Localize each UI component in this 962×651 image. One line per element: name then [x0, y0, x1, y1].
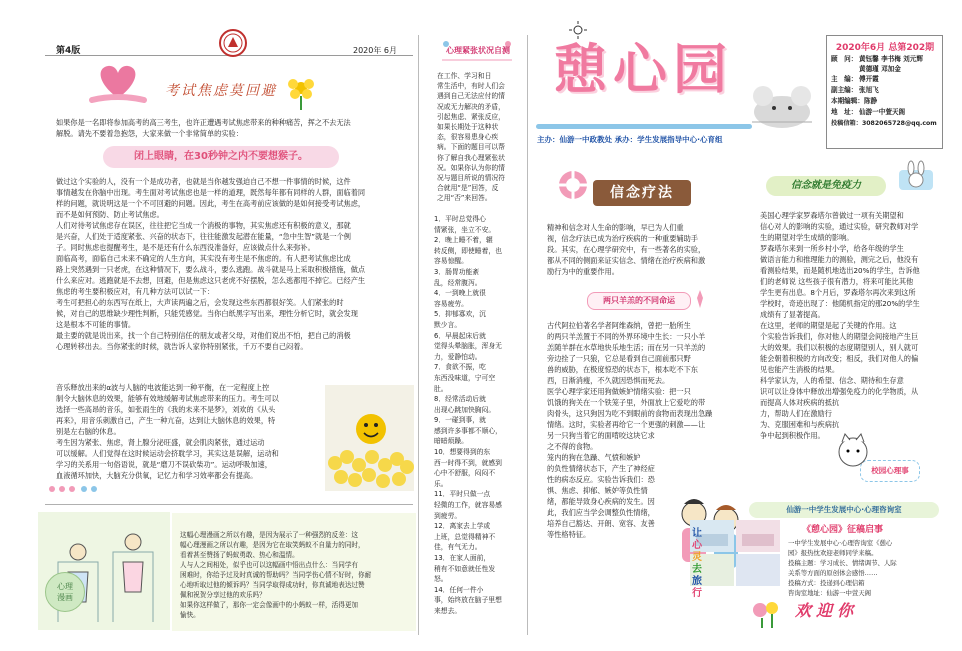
school-logo: [219, 29, 247, 57]
flower-corner-icon: [748, 596, 784, 628]
editors-list: [831, 55, 941, 129]
music-paragraphs: 音乐释放出来的α波与人脑的电波能达到一种平衡，在一定程度上控 制令大脑休息的效果，能够有效地缓解考试焦虑带来的压力。考生可以 选择一些高昂的音乐，如张雨生的《我的未来不是梦》，刘欢的《从头 再来》，用音乐刺激自己，产生一种亢奋，达到让大脑休息的效果，特 别是左右脑的休息。 考生因为紧张、焦虑，肾上腺分泌旺盛，就会肌肉紧张，通过运动 可以缓解。人们觉得在这时候运动会挤耽学习，其实这是误解，运动和 学习的关系用一句俗语说，就是“磨刀不误砍柴功”。运动呼吸加速， 血液循环加快，大脑充分供氧，记忆力和学习效率都会有提高。: [56, 383, 279, 480]
comic-badge-label: 心理 漫画: [57, 582, 73, 602]
editor-role: 副主编：: [831, 86, 858, 94]
heart-hand-icon: [88, 58, 148, 104]
faith-title-box: [766, 176, 886, 196]
cat-illustration: [833, 430, 873, 470]
body-paragraphs: 做过这个实验的人，没有一个是成功者，也就是当你越发强迫自己不想一件事情的时候，这件 事情越发在你脑中出现。考生面对考试焦虑也是一样的道理，既然每年都有同样的人群，面临着同 样的问题，就说明这是一个不可回避的问题。因此，考生在高考前应该做的是如何接受考试焦虑， 而不是如何预防、防止考试焦虑。 人们对待考试焦虑存在误区，往往把它当成一个消极的事物，其实焦虑还有积极的意义，那就 是兴奋，人们处于适度紧张、兴奋的状态下，往往能激发起潜在能量，“急中生智”就是一个例 子。同时焦虑也提醒考生，是不是还有什么东西没准备好，应该做点什么来弥补。 面临高考，面临自己未来不确定的人生方向，其实没有考生是不焦虑的。有人把考试焦虑比成 路上突然遇到一只老虎，在这种情况下，要么战斗，要么逃跑。战斗就是马上采取积极措施，做点 什么来应对。逃跑就是不去想，回避，但是焦虑这只老虎不好摆脱，怎么逃都甩不掉它。已经产生 焦虑的考生要积极应对，有几种方法可以试一下： 考生可把担心的东西写在纸上，大声读两遍之后，会发现这些东西都很好笑。人们紧张的时 候，对自己的思维缺少理性判断，只能凭感觉。当你白纸黑字写出来，理性分析它时，就会发现 这是根本不可能的事情。 最主要的就是说出来，找一个自己特别信任的朋友或者父母，对他们说出不怕，把自己的消极 心理转移出去。当你紧张的时候，就告诉人家你特别紧张，千万不要自己闷着。: [56, 177, 366, 351]
editor-row: [831, 74, 941, 85]
slogan-char: 旅: [692, 576, 702, 587]
editor-row: [831, 96, 941, 107]
slogan-char: 灵: [692, 552, 702, 563]
sheep-title: 两只羊羔的不同命运: [603, 296, 675, 305]
editor-row: [831, 107, 941, 118]
page-number: 第4版: [56, 46, 81, 56]
editor-role: 顾 问：: [831, 55, 858, 63]
editor-role: 地 址：: [831, 108, 858, 116]
call-title: 《憩心园》征稿启事: [802, 525, 884, 535]
editor-role: 投稿信箱：: [831, 120, 862, 127]
editor-name: 傅开霞: [859, 75, 879, 83]
masthead-underline: [536, 124, 752, 129]
column-divider-2: [527, 35, 528, 635]
article-title: 考试焦虑莫回避: [165, 83, 277, 99]
masthead-title: 憩心园: [553, 37, 733, 101]
test-intro: 在工作、学习和日 常生活中，有时人们会 遇到自己无法应付的情 况或无力解决的矛盾， 引起焦虑、紧张反应， 如果长期处于这种状 态，很容易患身心疾 病。下面的题目可以帮 你了解自我心理紧张状 况。如果你认为你的情 况与题目所说的情况符 合就用“是”回答，反 之用“否”来回答。: [437, 72, 505, 203]
test-items: 1．平时总觉得心 情紧张，坐立不安。 2．晚上睡不着，辗 转反侧，即使睡着，也 容易惊醒。 3．肠胃功能紊 乱，经常腹泻。 4．一到晚上就很 容易疲劳。 5．抑郁寡欢，沉 默少言。 6．早晨起床后就 觉得头晕脑胀，浑身无 力，爱静怕动。 7．食欲不振，吃 东西没味道，宁可空 肚。 8．经常活动后就 出现心跳加快胸闷。 9．一碰到事，就 感到许多事都不顺心， 暗暗烦躁。 10．想要得到的东 西一时得不到，就感到 心中不舒服，闷闷不 乐。 11．平时只做一点 轻微的工作，就容易感 到疲劳。 12．离家去上学或 上班，总觉得精神不 佳，有气无力。 13．在家人面前， 稍有不如意就任性发 怒。 14．任何一件小 事，始终放在脑子里想 来想去。: [434, 215, 502, 615]
editor-name: 陈静: [863, 97, 878, 105]
life-ring-icon: [556, 168, 590, 202]
welcome-text: 欢迎你: [795, 601, 859, 620]
belief-title: 信念疗法: [610, 185, 674, 201]
faith-title: 信念就是免疫力: [791, 180, 861, 191]
slogan-char: 心: [692, 540, 702, 551]
editor-row: [831, 55, 941, 74]
slogan-char: 去: [692, 564, 702, 575]
editor-name: 黄钰馨 李书梅 刘元辉 黄德瑾 邓加金: [859, 55, 923, 73]
belief-intro: 精神和信念对人生命的影响，早已为人们重 视，信念疗法已成为治疗疾病的一种重要辅助手 段。其实，在心理学研究中，有一些著名的实验， 都从不同的侧面来证实信念、情绪在治疗疾病和激 励行为中的重要作用。: [547, 223, 706, 276]
bunny-icon: [897, 160, 935, 192]
banner-text: 闭上眼睛，在30秒钟之内不要想猴子。: [134, 151, 308, 162]
editor-name: 3082065728@qq.com: [861, 120, 937, 127]
flower-icon: [281, 70, 321, 110]
editor-role: 本期编辑：: [831, 97, 864, 105]
sheep-text: 古代阿拉伯著名学者阿维森纳，曾把一胎所生 的两只羊羔置于不同的外界环境中生长：一只小羊 羔随羊群在水草地快乐地生活；而在另一只羊羔的 旁边拴了一只狼，它总是看到自己面前那只野 兽的威胁，在极度惊恐的状态下，根本吃不下东 西，日渐消瘦，不久就因恐惧而死去。 医学心理学家还用狗做嫉妒情绪实验：把一只 饥饿的狗关在一个铁笼子里，外面放上它爱吃的带 肉骨头，这只狗因为吃不到眼前的食物而表现出急躁 情绪。这时，实验者再给它一个更强的刺激——让 另一只狗当着它的面啃咬这块它求 之不得的食物。 笼内的狗在急躁、气愤和嫉妒 的负性情绪状态下，产生了神经症 性的病态反应。实验告诉我们：恐 惧、焦虑、抑郁、嫉妒等负性情 绪，都能导致身心疾病的发生。因 此，我们应当学会调整负性情绪， 培养自己豁达、开朗、宽容、友善 等性格特征。: [547, 321, 713, 539]
lower-rule: [45, 504, 413, 505]
smiley-flowers-image: [325, 385, 414, 491]
experiment-banner: [103, 146, 339, 168]
intro-paragraph: 如果你是一名即将参加高考的高三考生，也许正遭遇考试焦虑带来的种种痛苦，挥之不去无法 解脱。请先不要着急抱怨，大家来做一个非常简单的实验：: [56, 118, 351, 138]
issue-date: 2020年 6月: [353, 46, 397, 55]
comic-badge: [45, 572, 85, 612]
center-banner: 仙游一中学生发展中心·心理咨询室: [786, 505, 902, 514]
sheep-title-box: [587, 292, 691, 310]
dot-decoration: [47, 484, 157, 494]
slogan-char: 行: [692, 588, 702, 599]
editor-name: 张旭飞: [859, 86, 879, 94]
ribbon-icon: [689, 288, 711, 310]
belief-title-box: [593, 180, 691, 206]
faith-text: 美国心理学家罗森塔尔曾做过一项有关期望和 信心对人的影响的实验，通过实验，研究教师对学 生的期望对学生成绩的影响。 罗森塔尔来到一所乡村小学，给各年级的学生 做语言能力和推理能力的测验，测完之后，他没有 看测验结果，而是随机地选出20%的学生，告诉他 们的老师说 这些孩子很有潜力，将来可能比其他 学生更有出息。8个月后，罗森塔尔再次来到这所 学校时，奇迹出现了：他随机指定的那20%的学生 成绩有了显著提高。 在这里，老师的期望是起了关键的作用。这 个实验告诉我们，你对他人的期望会间接地产生巨 大的效果。我们以积极的态度期望别人，别人就可 能会朝着积极的方向改变；相反，我们对他人的偏 见也能产生消极的结果。 科学家认为，人的希望、信念、期待和生存意 识可以让身体中释放出增强免疫力的化学物质，从 而提高人体对疾病的抵抗 力，帮助人们在激励行 为、克服困难和与疾病抗 争中起到积极作用。: [760, 211, 920, 440]
editor-role: 主 编：: [831, 75, 858, 83]
sponsor-line: 主办：仙游一中政教处 承办：学生发展指导中心·心育组: [537, 135, 723, 144]
issue-number: 2020年6月 总第202期: [835, 43, 935, 53]
slogan-char: 让: [692, 528, 702, 539]
editor-row: [831, 85, 941, 96]
center-banner-box: [749, 502, 939, 518]
editor-row: [831, 118, 941, 129]
call-text: 一中学生发展中心·心理咨询室《憩心 园》报热忱欢迎老师同学来稿。 投稿主题：学习成长、情绪调节、人际 关系等方面的原创体会感悟…… 投稿方式：投递到心理信箱 咨询室地址：仙游一中萱天阁: [788, 539, 897, 597]
review-text: 这幅心理漫画之所以有趣，是因为展示了一种强烈的反差：这 幅心理漫画之所以有趣，是因为它在取笑蚂蚁不自量力的同时， 看着甚至赞扬了蚂蚁勇敢、热心和温情。 人与人之间相处，似乎也可以这幅画中悟出点什么：当同学有 困难时，你给予过及时真诚的帮助吗？当同学伤心情不好时，你耐 心地听取过他的倾诉吗？当同学取得成功时，你真诚地表达过赞 佩和祝贺分享过他的欢乐吗？ 如果你这样做了，那你一定会像画中的小蚂蚁一样，活得更加 愉快。: [180, 531, 372, 619]
column-divider: [418, 35, 419, 635]
editor-name: 仙游一中萱天阁: [859, 108, 906, 116]
vertical-slogan: [692, 528, 706, 600]
middle-column-title: 心理紧张状况自测: [446, 46, 510, 55]
comic-panel: [38, 512, 170, 630]
campus-tag: 校园心理事: [871, 466, 909, 475]
mouse-illustration: [737, 78, 827, 132]
